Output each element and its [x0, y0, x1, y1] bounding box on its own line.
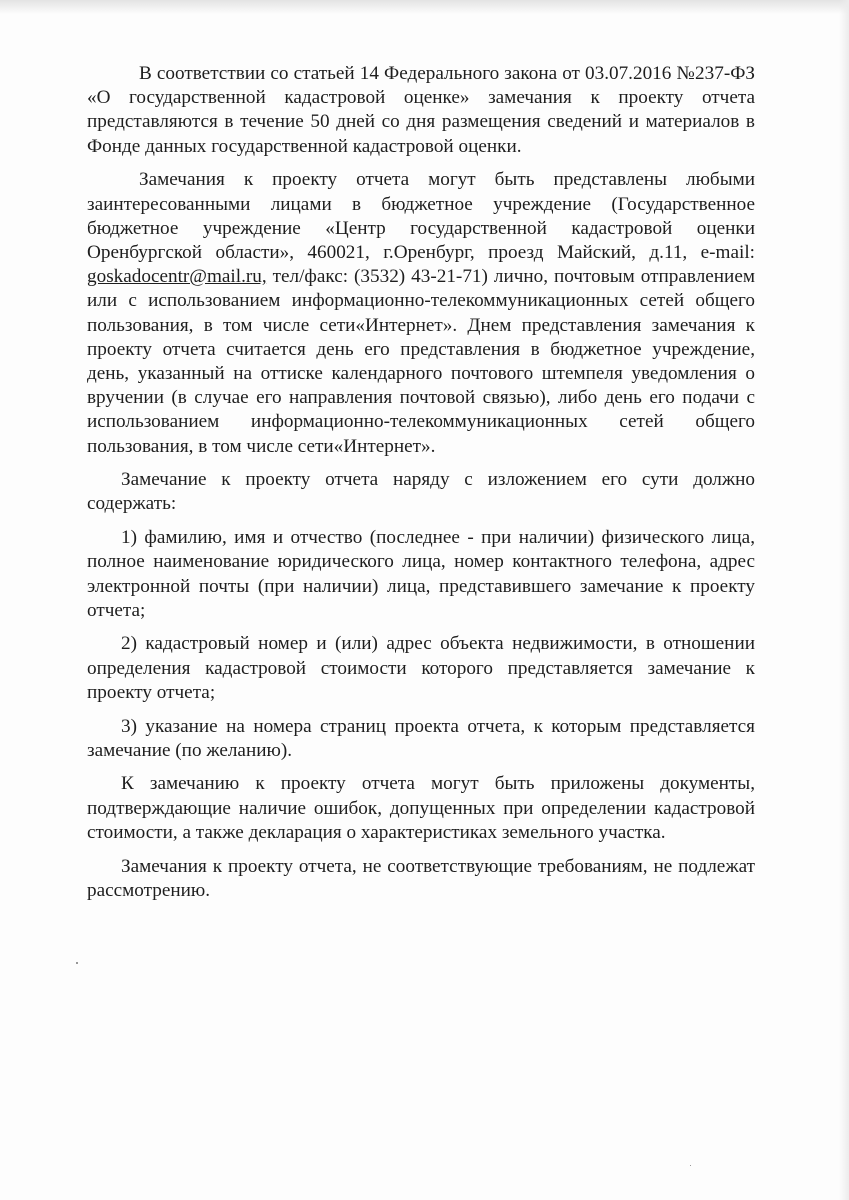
scan-top-shadow: [0, 0, 849, 14]
paragraph-attachments: К замечанию к проекту отчета могут быть приложены документы, подтверждающие наличие ошибок, допущенных при определении кадастровой стоимости, а также декларация о характеристиках земельного участка.: [87, 773, 755, 843]
scan-speck: [76, 962, 78, 964]
submission-text-end: тел/факс: (3532) 43-21-71) лично, почтовым отправлением или с использованием информационно-телекоммуникационных сетей общего пользования, в том числе сети«Интернет». Днем представления замечания к проекту отчета считается день его представления в бюджетное учреждение, день, указанный на оттиске календарного почтового штемпеля уведомления о вручении (в случае его направления почтовой связью), либо день его подачи с использованием информационно-телекоммуникационных сетей общего пользования, в том числе сети«Интернет».: [87, 266, 755, 457]
paragraph-legal-basis: В соответствии со статьей 14 Федерального закона от 03.07.2016 №237-ФЗ «О государственной кадастровой оценке» замечания к проекту отчета представляются в течение 50 дней со дня размещения сведений и материалов в Фонде данных государственной кадастровой оценки.: [87, 63, 755, 157]
document-body: [87, 62, 755, 903]
paragraph-rejection: Замечания к проекту отчета, не соответствующие требованиям, не подлежат рассмотрению.: [87, 855, 755, 901]
scan-speck: [690, 1165, 691, 1166]
list-item-requirement-2: 2) кадастровый номер и (или) адрес объекта недвижимости, в отношении определения кадастровой стоимости которого представляется замечание к проекту отчета;: [87, 633, 755, 703]
paragraph-submission-methods: [87, 168, 755, 458]
scan-right-shadow: [839, 0, 849, 1200]
paragraph-requirements-intro: Замечание к проекту отчета наряду с изложением его сути должно содержать:: [87, 469, 755, 515]
email-link[interactable]: goskadocentr@mail.ru,: [87, 266, 267, 288]
list-item-requirement-1: 1) фамилию, имя и отчество (последнее - при наличии) физического лица, полное наименование юридического лица, номер контактного телефона, адрес электронной почты (при наличии) лица, представившего замечание к проекту отчета;: [87, 527, 755, 621]
list-item-requirement-3: 3) указание на номера страниц проекта отчета, к которым представляется замечание (по желанию).: [87, 715, 755, 761]
submission-text-start: Замечания к проекту отчета могут быть представлены любыми заинтересованными лицами в бюджетное учреждение (Государственное бюджетное учреждение «Центр государственной кадастровой оценки Оренбургской области», 460021, г.Оренбург, проезд Майский, д.11, e-mail:: [87, 169, 755, 263]
